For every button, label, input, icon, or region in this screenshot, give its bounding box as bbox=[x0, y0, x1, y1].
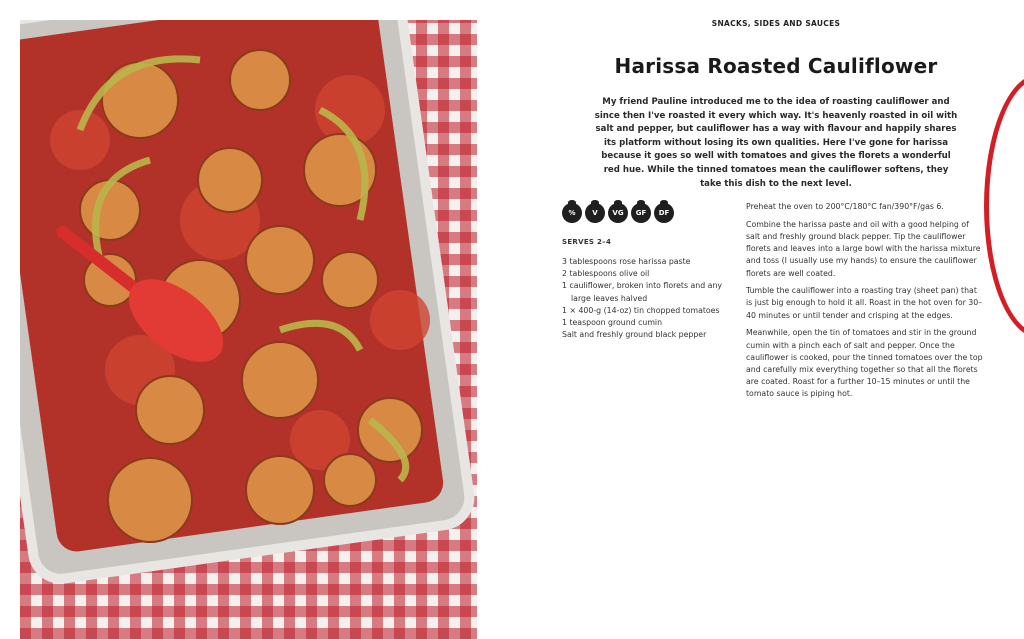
badge-dairy-free-icon: DF bbox=[654, 203, 674, 223]
ingredient-item: 1 teaspoon ground cumin bbox=[562, 318, 663, 328]
method-step: Preheat the oven to 200°C/180°C fan/390°F/gas 6. bbox=[746, 202, 944, 211]
recipe-photo bbox=[20, 20, 477, 639]
recipe-title: Harissa Roasted Cauliflower bbox=[614, 54, 938, 78]
recipe-intro: My friend Pauline introduced me to the idea of roasting cauliflower and since then I've roasted it every which way. It's heavenly roasted in oil with salt and pepper, but cauliflower has a way with flavour and happily shares its platform without losing its own qualities. Here I've gone for harissa because it goes so well with tomatoes and gives the florets a wonderful red hue. While the tinned tomatoes mean the cauliflower softens, they take this dish to the next level. bbox=[594, 97, 958, 189]
ingredients-list bbox=[562, 256, 732, 341]
badge-gluten-free-icon: GF bbox=[631, 203, 651, 223]
method-step: Tumble the cauliflower into a roasting tray (sheet pan) that is just big enough to hold it all. Roast in the hot oven for 30–40 minutes or until tender and crisping at the edges. bbox=[746, 286, 983, 320]
badge-percent-icon: % bbox=[562, 203, 582, 223]
plate-edge bbox=[984, 70, 1024, 342]
ingredient-item: 2 tablespoons olive oil bbox=[562, 269, 650, 279]
serves-label: SERVES 2–4 bbox=[562, 238, 612, 246]
ingredient-item: 3 tablespoons rose harissa paste bbox=[562, 257, 691, 266]
badge-vegan-icon: VG bbox=[608, 203, 628, 223]
method-steps bbox=[746, 201, 984, 406]
ingredient-item: 1 × 400-g (14-oz) tin chopped tomatoes bbox=[562, 305, 720, 315]
method-step: Meanwhile, open the tin of tomatoes and stir in the ground cumin with a pinch each of salt and pepper. Once the cauliflower is cooked, pour the tinned tomatoes over the top and carefully mix everything together so that all the florets are coated. Roast for a further 10–15 minutes or until the tomato sauce is piping hot. bbox=[746, 328, 983, 399]
badge-vegetarian-icon: V bbox=[585, 203, 605, 223]
ingredient-item: 1 cauliflower, broken into florets and any large leaves halved bbox=[562, 281, 723, 303]
plate bbox=[984, 74, 1024, 338]
method-step: Combine the harissa paste and oil with a good helping of salt and freshly ground black pepper. Tip the cauliflower florets and leaves into a large bowl with the harissa mixture and toss (I usually use my hands) to ensure the cauliflower florets are well coated. bbox=[746, 219, 981, 278]
diet-badges bbox=[562, 203, 674, 223]
ingredient-item: Salt and freshly ground black pepper bbox=[562, 330, 707, 340]
section-label: SNACKS, SIDES AND SAUCES bbox=[711, 19, 841, 28]
roasting-tray-illustration bbox=[20, 20, 477, 639]
